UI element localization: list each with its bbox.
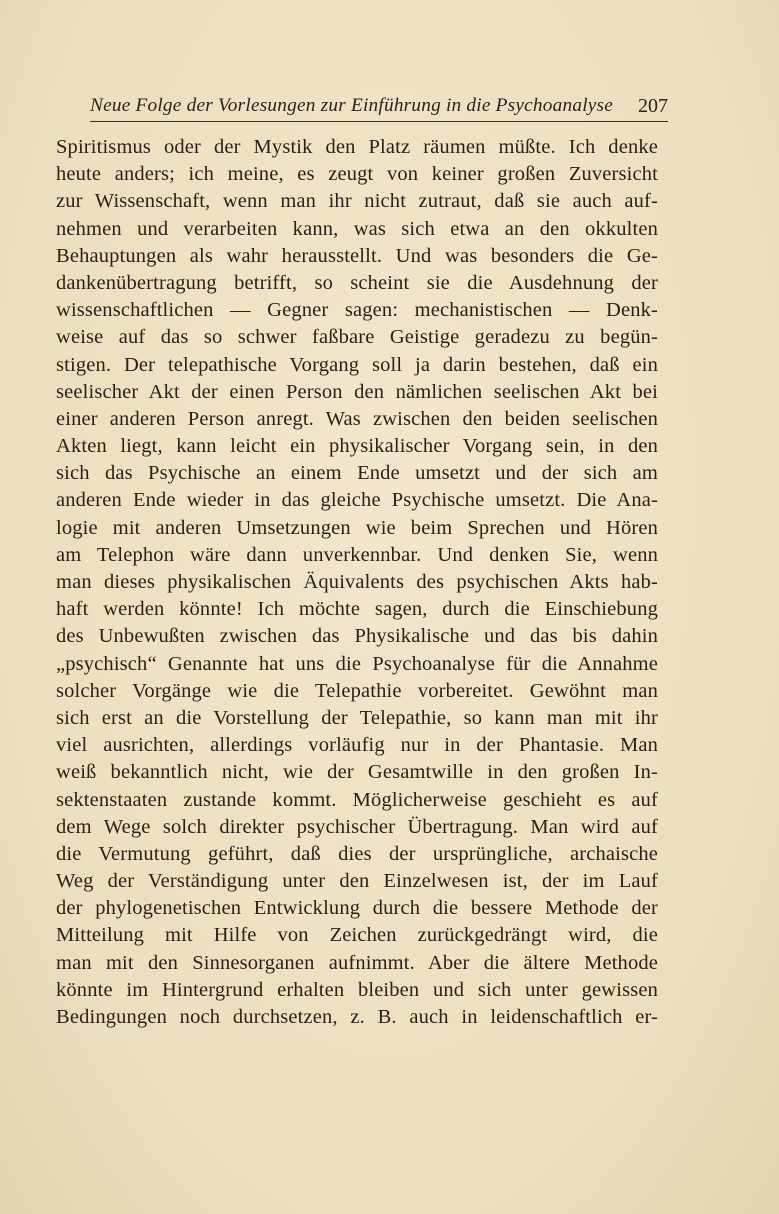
text-line: weiß bekanntlich nicht, wie der Gesamtwille in den großen In- [56,761,658,784]
text-line: man mit den Sinnesorganen aufnimmt. Aber die ältere Methode [56,951,658,974]
text-line: Spiritismus oder der Mystik den Platz räumen müßte. Ich denke [56,136,658,158]
page-number: 207 [638,95,668,117]
text-line: wissenschaftlichen — Gegner sagen: mechanistischen — Denk- [56,299,658,322]
text-line: Behauptungen als wahr herausstellt. Und was besonders die Ge- [56,244,658,267]
text-line: am Telephon wäre dann unverkennbar. Und denken Sie, wenn [56,543,658,566]
header-rule [90,121,668,122]
text-line: haft werden könnte! Ich möchte sagen, durch die Einschiebung [56,598,658,621]
text-line: Bedingungen noch durchsetzen, z. B. auch in leidenschaftlich er- [56,1006,658,1028]
text-line: könnte im Hintergrund erhalten bleiben und sich unter gewissen [56,978,658,1001]
text-line: sich erst an die Vorstellung der Telepathie, so kann man mit ihr [56,706,658,729]
text-line: „psychisch“ Genannte hat uns die Psychoanalyse für die Annahme [56,652,658,675]
text-line: dem Wege solch direkter psychischer Übertragung. Man wird auf [56,815,658,838]
text-line: logie mit anderen Umsetzungen wie beim Sprechen und Hören [56,516,658,539]
body-text [56,134,658,1031]
text-line: Akten liegt, kann leicht ein physikalischer Vorgang sein, in den [56,435,658,458]
text-line: des Unbewußten zwischen das Physikalische und das bis dahin [56,625,658,648]
text-line: stigen. Der telepathische Vorgang soll ja darin bestehen, daß ein [56,353,658,376]
text-line: Mitteilung mit Hilfe von Zeichen zurückgedrängt wird, die [56,924,658,947]
text-line: nehmen und verarbeiten kann, was sich etwa an den okkulten [56,217,658,240]
text-line: solcher Vorgänge wie die Telepathie vorbereitet. Gewöhnt man [56,679,658,702]
running-title: Neue Folge der Vorlesungen zur Einführung in die Psychoanalyse [90,95,614,116]
text-line: der phylogenetischen Entwicklung durch die bessere Methode der [56,897,658,920]
text-line: die Vermutung geführt, daß dies der ursprüngliche, archaische [56,842,658,865]
text-line: weise auf das so schwer faßbare Geistige geradezu zu begün- [56,326,658,349]
text-line: Weg der Verständigung unter den Einzelwesen ist, der im Lauf [56,870,658,893]
text-line: anderen Ende wieder in das gleiche Psychische umsetzt. Die Ana- [56,489,658,512]
text-line: sektenstaaten zustande kommt. Möglicherweise geschieht es auf [56,788,658,811]
text-line: viel ausrichten, allerdings vorläufig nur in der Phantasie. Man [56,734,658,757]
text-line: einer anderen Person anregt. Was zwischen den beiden seelischen [56,407,658,430]
text-line: dankenübertragung betrifft, so scheint sie die Ausdehnung der [56,271,658,294]
text-line: sich das Psychische an einem Ende umsetzt und der sich am [56,462,658,485]
text-line: seelischer Akt der einen Person den nämlichen seelischen Akt bei [56,380,658,403]
text-line: heute anders; ich meine, es zeugt von keiner großen Zuversicht [56,163,658,186]
text-line: man dieses physikalischen Äquivalents des psychischen Akts hab- [56,571,658,593]
text-line: zur Wissenschaft, wenn man ihr nicht zutraut, daß sie auch auf- [56,190,658,213]
page-header [90,93,668,121]
